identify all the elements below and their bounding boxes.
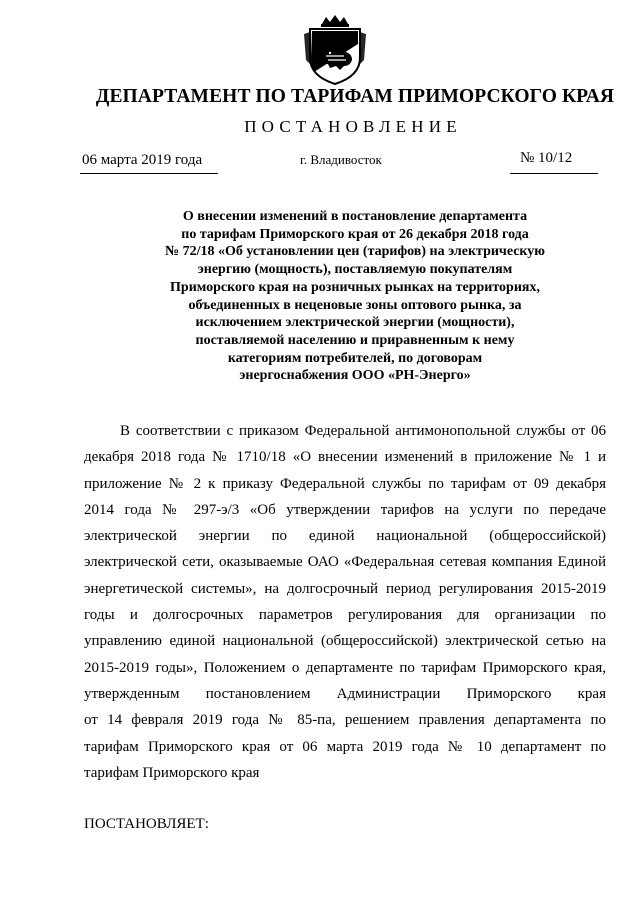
paragraph-line: энергетической системы», на долгосрочный период регулирования 2015-2019 <box>84 580 606 597</box>
number-underline <box>510 173 598 174</box>
paragraph-line: В соответствии с приказом Федеральной антимонопольной службы от 06 <box>120 423 606 439</box>
resolution-label: ПОСТАНОВЛЯЕТ: <box>84 816 209 832</box>
document-date: 06 марта 2019 года <box>82 152 203 168</box>
paragraph-line: 2015-2019 годы», Положением о департаменте по тарифам Приморского края, <box>84 659 606 676</box>
paragraph-line: электрической сети, оказываемые ОАО «Федеральная сетевая компания Единой <box>84 554 606 571</box>
document-subject <box>120 208 590 385</box>
date-underline <box>80 173 218 174</box>
preamble-paragraph <box>84 418 606 786</box>
paragraph-line: приложение № 2 к приказу Федеральной службы по тарифам от 09 декабря <box>84 475 606 492</box>
paragraph-line: тарифам Приморского края <box>84 764 260 781</box>
subject-line: поставляемой населению и приравненным к нему <box>195 332 515 348</box>
paragraph-line: тарифам Приморского края от 06 марта 2019 года № 10 департамент по <box>84 738 606 755</box>
subject-line: категориям потребителей, по договорам <box>227 350 483 366</box>
subject-line: энергоснабжения ООО «РН-Энерго» <box>239 368 471 384</box>
document-city: г. Владивосток <box>300 152 382 167</box>
paragraph-line: электрической энергии по единой национальной (общероссийской) <box>84 528 606 545</box>
paragraph-line: утвержденным постановлением Администрации Приморского края <box>84 685 606 702</box>
subject-line: № 72/18 «Об установлении цен (тарифов) на электрическую <box>165 244 545 260</box>
subject-line: объединенных в неценовые зоны оптового рынка, за <box>188 297 522 313</box>
paragraph-line: от 14 февраля 2019 года № 85-па, решением правления департамента по <box>84 712 606 729</box>
coat-of-arms-icon <box>300 14 370 86</box>
subject-line: исключением электрической энергии (мощности), <box>195 315 515 331</box>
paragraph-line: 2014 года № 297-э/3 «Об утверждении тарифов на услуги по передаче <box>84 501 606 518</box>
paragraph-line: управлению единой национальной (общероссийской) электрической сетью на <box>84 633 606 650</box>
subject-line: Приморского края на розничных рынках на территориях, <box>170 279 540 295</box>
document-number: № 10/12 <box>520 150 573 166</box>
paragraph-line: декабря 2018 года № 1710/18 «О внесении изменений в приложение № 1 и <box>84 449 606 466</box>
paragraph-line: годы и долгосрочных параметров регулирования для организации по <box>84 607 606 624</box>
department-title: ДЕПАРТАМЕНТ ПО ТАРИФАМ ПРИМОРСКОГО КРАЯ <box>95 86 615 107</box>
document-type-heading: ПОСТАНОВЛЕНИЕ <box>244 117 462 136</box>
subject-line: по тарифам Приморского края от 26 декабря 2018 года <box>181 226 529 242</box>
subject-line: О внесении изменений в постановление департамента <box>182 209 528 224</box>
subject-line: энергию (мощность), поставляемую покупателям <box>197 262 513 278</box>
